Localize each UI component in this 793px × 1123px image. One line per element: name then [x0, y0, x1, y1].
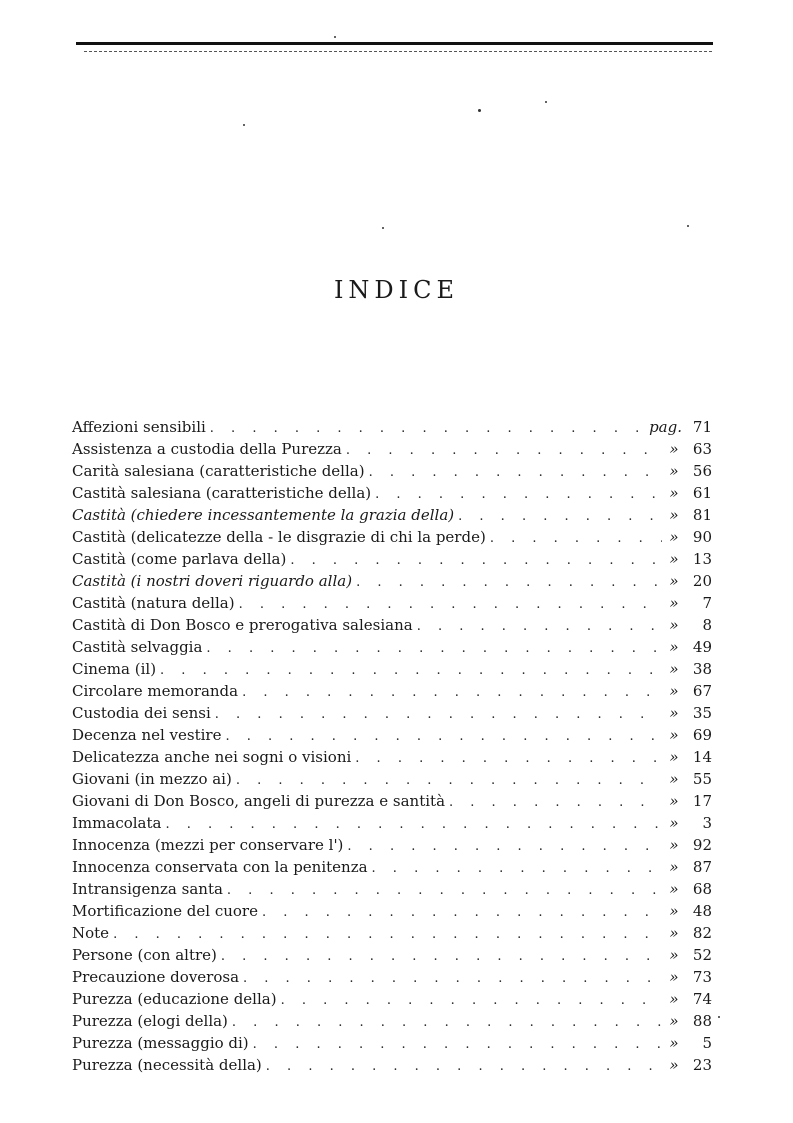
index-entry: [72, 526, 712, 548]
entry-title: Giovani di Don Bosco, angeli di purezza e santità: [72, 792, 446, 810]
entry-title: Intransigenza santa: [72, 880, 223, 898]
index-entry: [72, 570, 712, 592]
index-entry: [72, 724, 712, 746]
entry-title: Castità (natura della): [72, 594, 235, 612]
dot-leader: [262, 902, 662, 924]
dot-leader: [210, 418, 638, 440]
dot-leader: [355, 748, 662, 770]
entry-page: 56: [692, 462, 712, 480]
index-entry: [72, 878, 712, 900]
top-rule-thick: [76, 42, 713, 45]
entry-ref: »: [669, 1056, 679, 1074]
entry-ref: »: [669, 924, 679, 942]
dot-leader: [242, 682, 662, 704]
entry-ref: »: [669, 484, 679, 502]
index-entry: [72, 680, 712, 702]
index-entry: [72, 768, 712, 790]
entry-page: 71: [692, 418, 712, 436]
dot-leader: [113, 924, 662, 946]
entry-page: 3: [702, 814, 712, 832]
index-entry: [72, 1010, 712, 1032]
index-entry: [72, 482, 712, 504]
entry-title: Assistenza a custodia della Purezza: [72, 440, 342, 458]
entry-page: 67: [692, 682, 712, 700]
entry-ref: »: [669, 836, 679, 854]
dot-leader: [227, 880, 662, 902]
entry-page: 55: [692, 770, 712, 788]
entry-title: Cinema (il): [72, 660, 157, 678]
entry-page: 92: [692, 836, 712, 854]
entry-page: 14: [692, 748, 712, 766]
entry-ref: »: [669, 550, 679, 568]
entry-page: 23: [692, 1056, 712, 1074]
dot-leader: [206, 638, 662, 660]
entry-ref: »: [669, 1012, 679, 1030]
entry-title: Giovani (in mezzo ai): [72, 770, 232, 788]
entry-ref: »: [669, 682, 679, 700]
dot-leader: [239, 594, 662, 616]
entry-ref: »: [669, 506, 679, 524]
entry-ref: »: [669, 946, 679, 964]
index-entry: [72, 460, 712, 482]
entry-title: Affezioni sensibili: [72, 418, 206, 436]
entry-page: 63: [692, 440, 712, 458]
dot-leader: [346, 440, 662, 462]
index-entry: [72, 438, 712, 460]
index-entry: [72, 988, 712, 1010]
entry-title: Carità salesiana (caratteristiche della): [72, 462, 365, 480]
entry-page: 73: [692, 968, 712, 986]
entry-page: 90: [692, 528, 712, 546]
dot-leader: [236, 770, 662, 792]
entry-page: 13: [692, 550, 712, 568]
dot-leader: [165, 814, 662, 836]
entry-page: 7: [702, 594, 712, 612]
entry-title: Immacolata: [72, 814, 162, 832]
entry-title: Note: [72, 924, 110, 942]
entry-page: 8: [702, 616, 712, 634]
entry-page: 35: [692, 704, 712, 722]
entry-title: Castità di Don Bosco e prerogativa salesiana: [72, 616, 413, 634]
index-entry: [72, 702, 712, 724]
dot-leader: [490, 528, 662, 550]
index-entry: [72, 790, 712, 812]
index-entry: [72, 1032, 712, 1054]
entry-ref: »: [669, 440, 679, 458]
entry-page: 38: [692, 660, 712, 678]
dot-leader: [369, 462, 662, 484]
index-entry: [72, 614, 712, 636]
entry-title: Purezza (elogi della): [72, 1012, 228, 1030]
entry-title: Purezza (messaggio di): [72, 1034, 249, 1052]
entry-ref: »: [669, 770, 679, 788]
scan-speck: [243, 124, 245, 126]
entry-page: 49: [692, 638, 712, 656]
index-entry: [72, 900, 712, 922]
entry-page: 87: [692, 858, 712, 876]
dot-leader: [243, 968, 662, 990]
index-list: [72, 416, 712, 1076]
entry-page: 52: [692, 946, 712, 964]
entry-ref: »: [669, 858, 679, 876]
entry-page: 68: [692, 880, 712, 898]
index-entry: [72, 592, 712, 614]
top-rule-thin: [84, 51, 712, 52]
entry-ref: »: [669, 792, 679, 810]
index-entry: [72, 504, 712, 526]
entry-ref: »: [669, 726, 679, 744]
scan-speck: [545, 101, 547, 103]
entry-ref: »: [669, 616, 679, 634]
entry-title: Decenza nel vestire: [72, 726, 222, 744]
entry-title: Circolare memoranda: [72, 682, 239, 700]
entry-page: 82: [692, 924, 712, 942]
dot-leader: [458, 506, 662, 528]
index-entry: [72, 856, 712, 878]
dot-leader: [347, 836, 662, 858]
entry-page: 81: [692, 506, 712, 524]
entry-title: Precauzione doverosa: [72, 968, 240, 986]
index-entry: [72, 944, 712, 966]
dot-leader: [449, 792, 662, 814]
scan-speck: [334, 36, 336, 38]
index-entry: [72, 922, 712, 944]
entry-ref: »: [669, 968, 679, 986]
dot-leader: [253, 1034, 662, 1056]
dot-leader: [160, 660, 662, 682]
entry-title: Castità (come parlava della): [72, 550, 287, 568]
entry-page: 20: [692, 572, 712, 590]
entry-page: 69: [692, 726, 712, 744]
dot-leader: [221, 946, 662, 968]
entry-page: 74: [692, 990, 712, 1008]
dot-leader: [215, 704, 662, 726]
entry-title: Castità selvaggia: [72, 638, 203, 656]
entry-title: Delicatezza anche nei sogni o visioni: [72, 748, 352, 766]
entry-ref: »: [669, 594, 679, 612]
entry-ref: »: [669, 704, 679, 722]
index-entry: [72, 1054, 712, 1076]
dot-leader: [372, 858, 662, 880]
page-title: INDICE: [333, 276, 460, 304]
dot-leader: [232, 1012, 662, 1034]
entry-ref: »: [669, 814, 679, 832]
entry-ref: »: [669, 572, 679, 590]
entry-title: Castità (delicatezze della - le disgrazie di chi la perde): [72, 528, 486, 546]
dot-leader: [281, 990, 662, 1012]
entry-ref: »: [669, 462, 679, 480]
index-entry: [72, 548, 712, 570]
entry-page: 5: [702, 1034, 712, 1052]
dot-leader: [417, 616, 662, 638]
entry-title: Mortificazione del cuore: [72, 902, 258, 920]
scan-speck: [687, 225, 689, 227]
index-entry: [72, 812, 712, 834]
entry-ref: »: [669, 638, 679, 656]
scan-speck: [478, 109, 481, 112]
entry-page: 88: [692, 1012, 712, 1030]
entry-page: 17: [692, 792, 712, 810]
entry-ref: »: [669, 880, 679, 898]
dot-leader: [225, 726, 662, 748]
entry-title: Custodia dei sensi: [72, 704, 211, 722]
entry-title: Purezza (educazione della): [72, 990, 277, 1008]
entry-title: Persone (con altre): [72, 946, 217, 964]
entry-ref: »: [669, 1034, 679, 1052]
entry-title: Castità (i nostri doveri riguardo alla): [72, 572, 353, 590]
scan-speck: [718, 1016, 720, 1018]
index-entry: [72, 416, 712, 438]
index-entry: [72, 746, 712, 768]
dot-leader: [266, 1056, 662, 1078]
scan-speck: [382, 227, 384, 229]
entry-ref: »: [669, 990, 679, 1008]
dot-leader: [290, 550, 662, 572]
dot-leader: [375, 484, 662, 506]
entry-ref: »: [669, 660, 679, 678]
entry-title: Castità (chiedere incessantemente la grazia della): [72, 506, 455, 524]
dot-leader: [356, 572, 662, 594]
entry-ref: »: [669, 748, 679, 766]
entry-ref: »: [669, 902, 679, 920]
index-entry: [72, 966, 712, 988]
entry-title: Castità salesiana (caratteristiche della): [72, 484, 372, 502]
entry-title: Purezza (necessità della): [72, 1056, 262, 1074]
entry-ref: »: [669, 528, 679, 546]
index-entry: [72, 658, 712, 680]
entry-title: Innocenza conservata con la penitenza: [72, 858, 368, 876]
index-entry: [72, 834, 712, 856]
entry-ref: pag.: [649, 418, 682, 436]
index-entry: [72, 636, 712, 658]
entry-title: Innocenza (mezzi per conservare l'): [72, 836, 344, 854]
entry-page: 48: [692, 902, 712, 920]
entry-page: 61: [692, 484, 712, 502]
